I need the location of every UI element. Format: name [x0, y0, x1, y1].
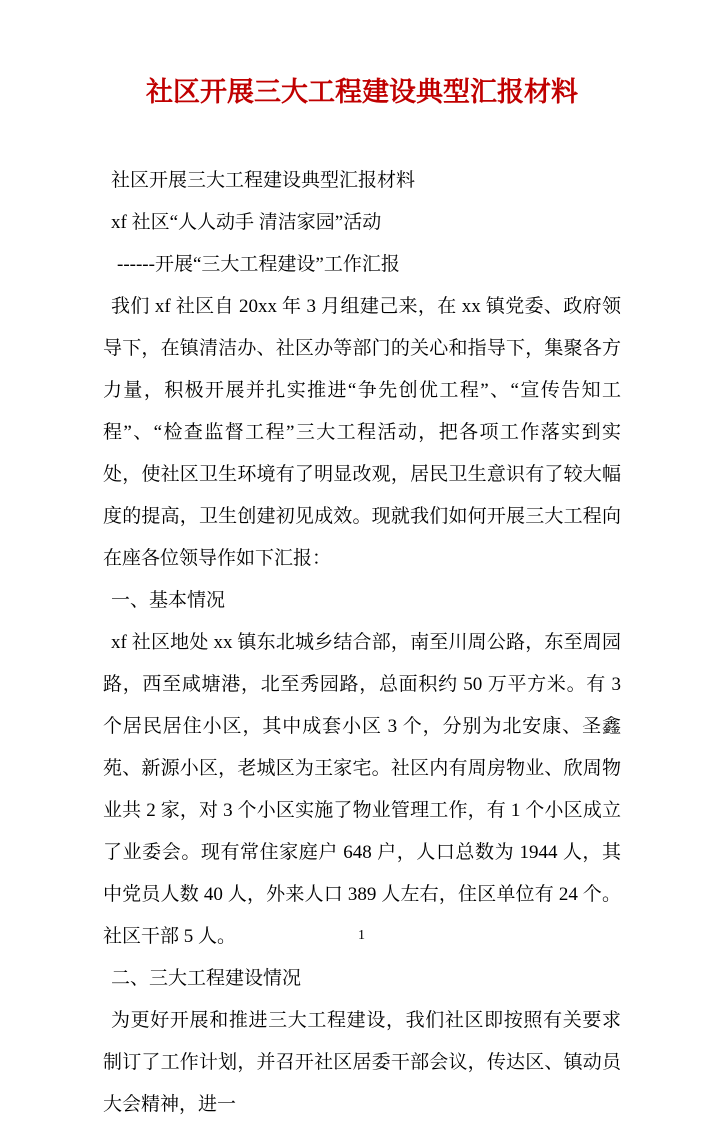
paragraph-subtitle-3: ------开展“三大工程建设”工作汇报 — [117, 254, 400, 275]
paragraph-section-2-body: 为更好开展和推进三大工程建设，我们社区即按照有关要求制订了工作计划，并召开社区居委干部会议，传达区、镇动员大会精神，进一 — [103, 1010, 621, 1115]
page-number: 1 — [358, 928, 365, 943]
paragraph-intro: 我们 xf 社区自 20xx 年 3 月组建己来，在 xx 镇党委、政府领导下，在镇清洁办、社区办等部门的关心和指导下，集聚各方力量，积极开展并扎实推进“争先创优工程”、“宣传告知工程”、“检查监督工程”三大工程活动，把各项工作落实到实处，使社区卫生环境有了明显改观，居民卫生意识有了较大幅度的提高，卫生创建初见成效。现就我们如何开展三大工程向在座各位领导作如下汇报： — [103, 296, 621, 569]
document-title: 社区开展三大工程建设典型汇报材料 — [146, 77, 578, 107]
paragraph-subtitle-2: xf 社区“人人动手 清洁家园”活动 — [111, 212, 382, 233]
section-heading-1: 一、基本情况 — [111, 590, 226, 611]
document-body — [103, 160, 621, 1126]
paragraph-subtitle-1: 社区开展三大工程建设典型汇报材料 — [111, 170, 416, 191]
section-heading-2: 二、三大工程建设情况 — [111, 968, 302, 989]
paragraph-section-1-body: xf 社区地处 xx 镇东北城乡结合部，南至川周公路，东至周园路，西至咸塘港，北至秀园路，总面积约 50 万平方米。有 3 个居民居住小区，其中成套小区 3 个，分别为北安康、圣鑫苑、新源小区，老城区为王家宅。社区内有周房物业、欣周物业共 2 家，对 3 个小区实施了物业管理工作，有 1 个小区成立了业委会。现有常住家庭户 648 户，人口总数为 1944 人，其中党员人数 40 人，外来人口 389 人左右，住区单位有 24 个。社区干部 5 人。 — [103, 632, 621, 947]
